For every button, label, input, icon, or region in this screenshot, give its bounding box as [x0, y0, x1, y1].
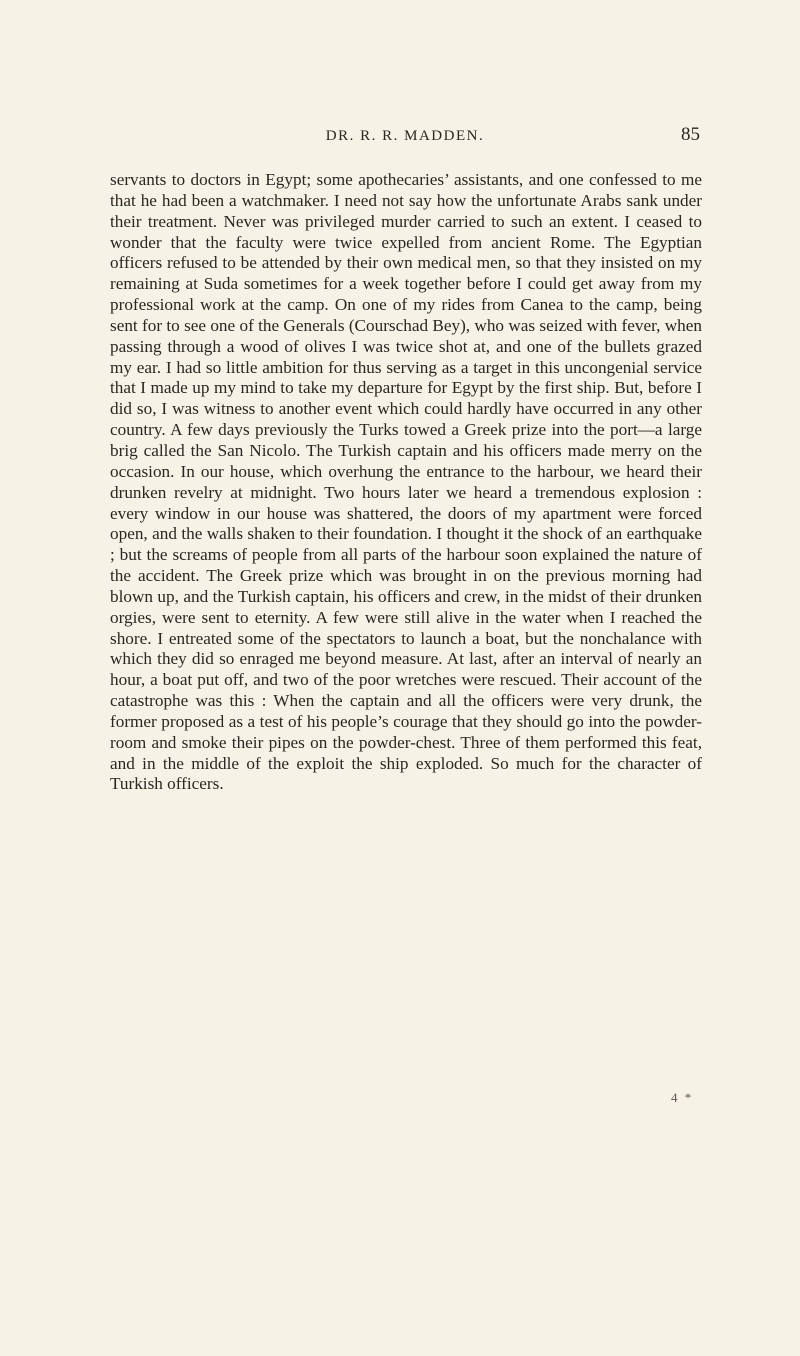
page-number: 85: [681, 124, 700, 145]
body-paragraph: servants to doctors in Egypt; some apothecaries’ assistants, and one confessed to me that he had been a watchmaker. I need not say how the unfortunate Arabs sank under their treatment. Never was privileged murder carried to such an extent. I ceased to wonder that the faculty were twice expelled from ancient Rome. The Egyptian officers refused to be attended by their own medical men, so that they insisted on my remaining at Suda sometimes for a week together before I could get away from my professional work at the camp. On one of my rides from Canea to the camp, being sent for to see one of the Generals (Courschad Bey), who was seized with fever, when passing through a wood of olives I was twice shot at, and one of the bullets grazed my ear. I had so little ambition for thus serving as a target in this uncongenial service that I made up my mind to take my departure for Egypt by the first ship. But, before I did so, I was witness to another event which could hardly have occurred in any other country. A few days previously the Turks towed a Greek prize into the port—a large brig called the San Nicolo. The Turkish captain and his officers made merry on the occasion. In our house, which overhung the entrance to the harbour, we heard their drunken revelry at midnight. Two hours later we heard a tremendous explosion : every window in our house was shattered, the doors of my apartment were forced open, and the walls shaken to their foundation. I thought it the shock of an earthquake ; but the screams of people from all parts of the harbour soon explained the nature of the accident. The Greek prize which was brought in on the previous morning had blown up, and the Turkish captain, his officers and crew, in the midst of their drunken orgies, were sent to eternity. A few were still alive in the water when I reached the shore. I entreated some of the spectators to launch a boat, but the nonchalance with which they did so enraged me beyond measure. At last, after an interval of nearly an hour, a boat put off, and two of the poor wretches were rescued. Their account of the catastrophe was this : When the captain and all the officers were very drunk, the former proposed as a test of his people’s courage that they should go into the powder-room and smoke their pipes on the powder-chest. Three of them performed this feat, and in the middle of the exploit the ship exploded. So much for the character of Turkish officers.: [110, 170, 702, 794]
signature-mark: 4 *: [671, 1090, 694, 1105]
running-head: [110, 124, 700, 152]
body-text: [110, 170, 702, 795]
running-head-title: DR. R. R. MADDEN.: [325, 128, 485, 144]
